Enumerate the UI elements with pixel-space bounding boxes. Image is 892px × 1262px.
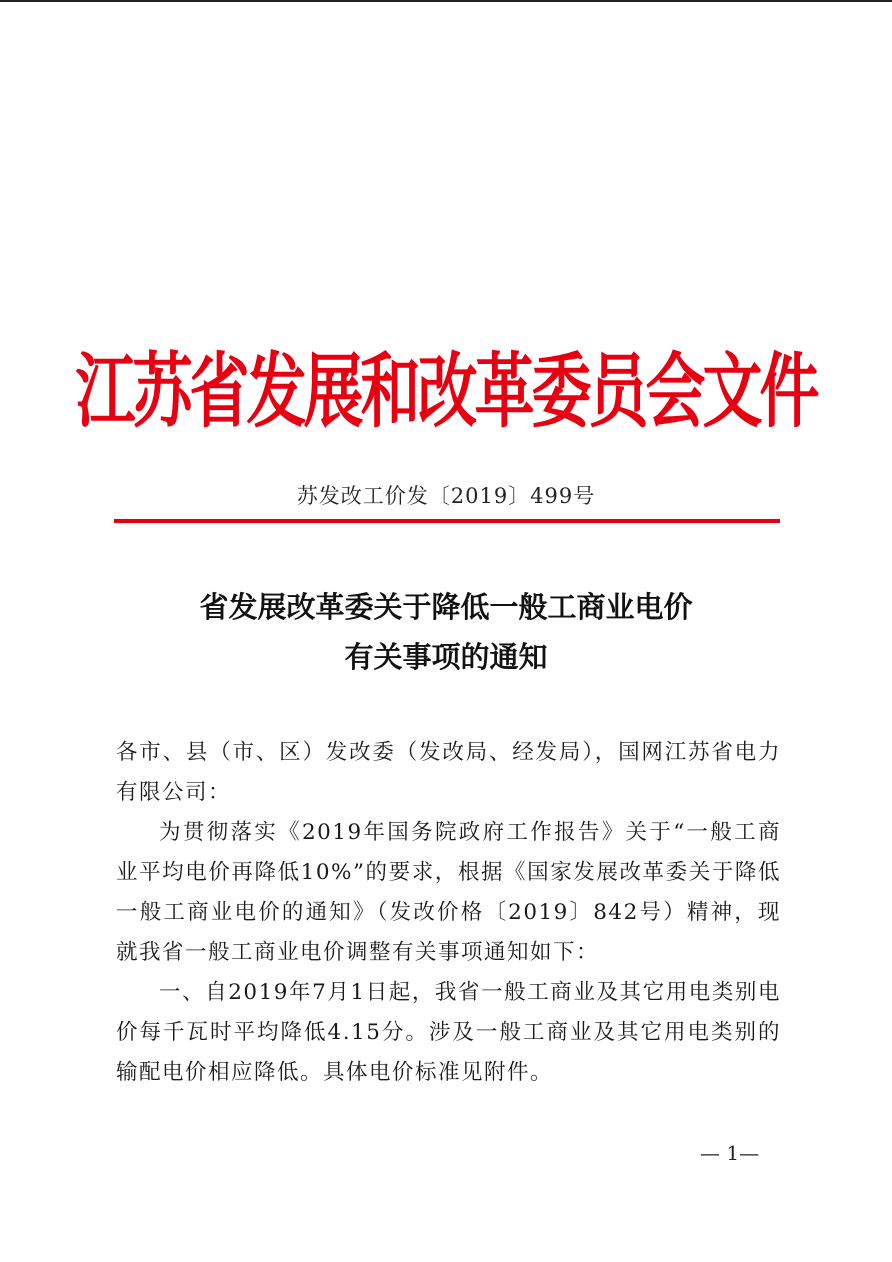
page-number: — 1—	[700, 1141, 760, 1165]
addressee-line: 各市、县（市、区）发改委（发改局、经发局），国网江苏省电力有限公司：	[116, 740, 781, 805]
body-paragraph-1: 为贯彻落实《2019年国务院政府工作报告》关于“一般工商业平均电价再降低10%”的要求，根据《国家发展改革委关于降低一般工商业电价的通知》（发改价格〔2019〕842号）精神，现就我省一般工商业电价调整有关事项通知如下：	[116, 820, 781, 965]
body-paragraph-2: 一、自2019年7月1日起，我省一般工商业及其它用电类别电价每千瓦时平均降低4.15分。涉及一般工商业及其它用电类别的输配电价相应降低。具体电价标准见附件。	[116, 980, 781, 1085]
top-border-line	[0, 0, 892, 2]
notice-title	[0, 582, 892, 682]
notice-title-line-2: 有关事项的通知	[344, 640, 548, 674]
red-separator-line	[114, 519, 780, 523]
notice-title-line-1: 省发展改革委关于降低一般工商业电价	[199, 590, 693, 624]
issuer-red-header: 江苏省发展和改革委员会文件	[75, 345, 817, 440]
notice-body	[116, 733, 781, 1093]
document-number: 苏发改工价发〔2019〕499号	[296, 484, 596, 508]
